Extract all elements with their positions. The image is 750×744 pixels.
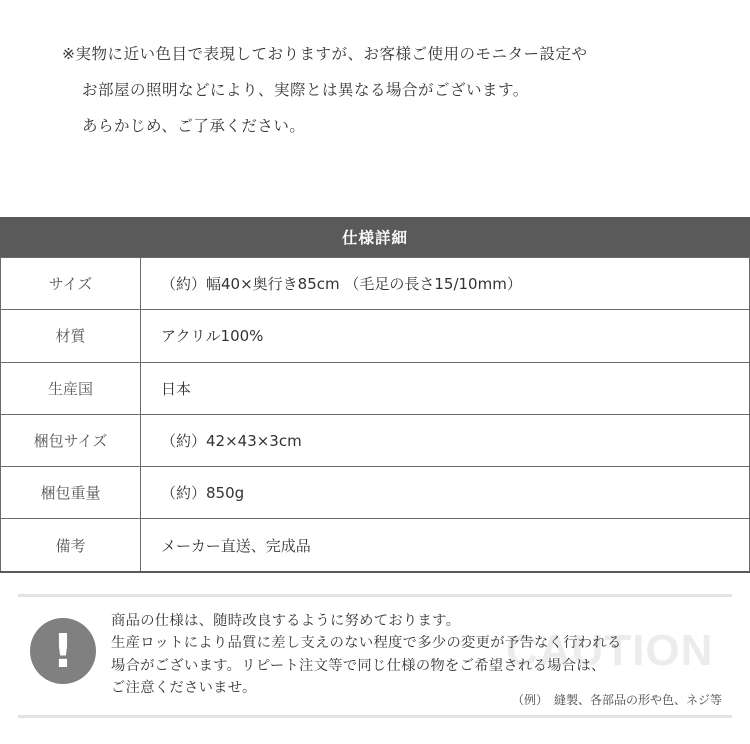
notice-line: ※実物に近い色目で表現しておりますが、お客様ご使用のモニター設定や [62,45,588,63]
table-row [1,467,750,519]
spec-value: メーカー直送、完成品 [141,519,750,572]
divider [18,594,732,597]
table-row [1,310,750,362]
table-row [1,258,750,310]
caution-line: 生産ロットにより品質に差し支えのない程度で多少の変更が予告なく行われる [111,635,622,652]
exclamation-icon: ! [30,618,96,684]
spec-table-section [0,217,750,573]
spec-value: （約）42×43×3cm [141,414,750,466]
spec-value: （約）850g [141,467,750,519]
notice-line: お部屋の照明などにより、実際とは異なる場合がございます。 [82,81,529,99]
spec-label: サイズ [1,258,141,310]
spec-title: 仕様詳細 [0,217,750,257]
spec-table [0,257,750,573]
spec-value: （約）幅40×奥行き85cm （毛足の長さ15/10mm） [141,258,750,310]
color-notice [62,36,588,144]
table-row [1,519,750,572]
spec-label: 備考 [1,519,141,572]
table-row [1,362,750,414]
table-row [1,414,750,466]
caution-example: （例） 縫製、各部品の形や色、ネジ等 [511,693,722,707]
caution-box [18,594,732,718]
caution-text [111,610,622,699]
caution-line: 場合がございます。リピート注文等で同じ仕様の物をご希望される場合は、 [111,657,606,674]
spec-label: 梱包サイズ [1,414,141,466]
spec-value: 日本 [141,362,750,414]
caution-watermark: CAUTION [506,626,714,675]
caution-line: ご注意くださいませ。 [111,679,257,696]
caution-line: 商品の仕様は、随時改良するように努めております。 [111,613,461,629]
spec-label: 生産国 [1,362,141,414]
notice-line: あらかじめ、ご了承ください。 [82,117,306,135]
spec-value: アクリル100% [141,310,750,362]
spec-label: 梱包重量 [1,467,141,519]
divider [18,715,732,718]
spec-label: 材質 [1,310,141,362]
